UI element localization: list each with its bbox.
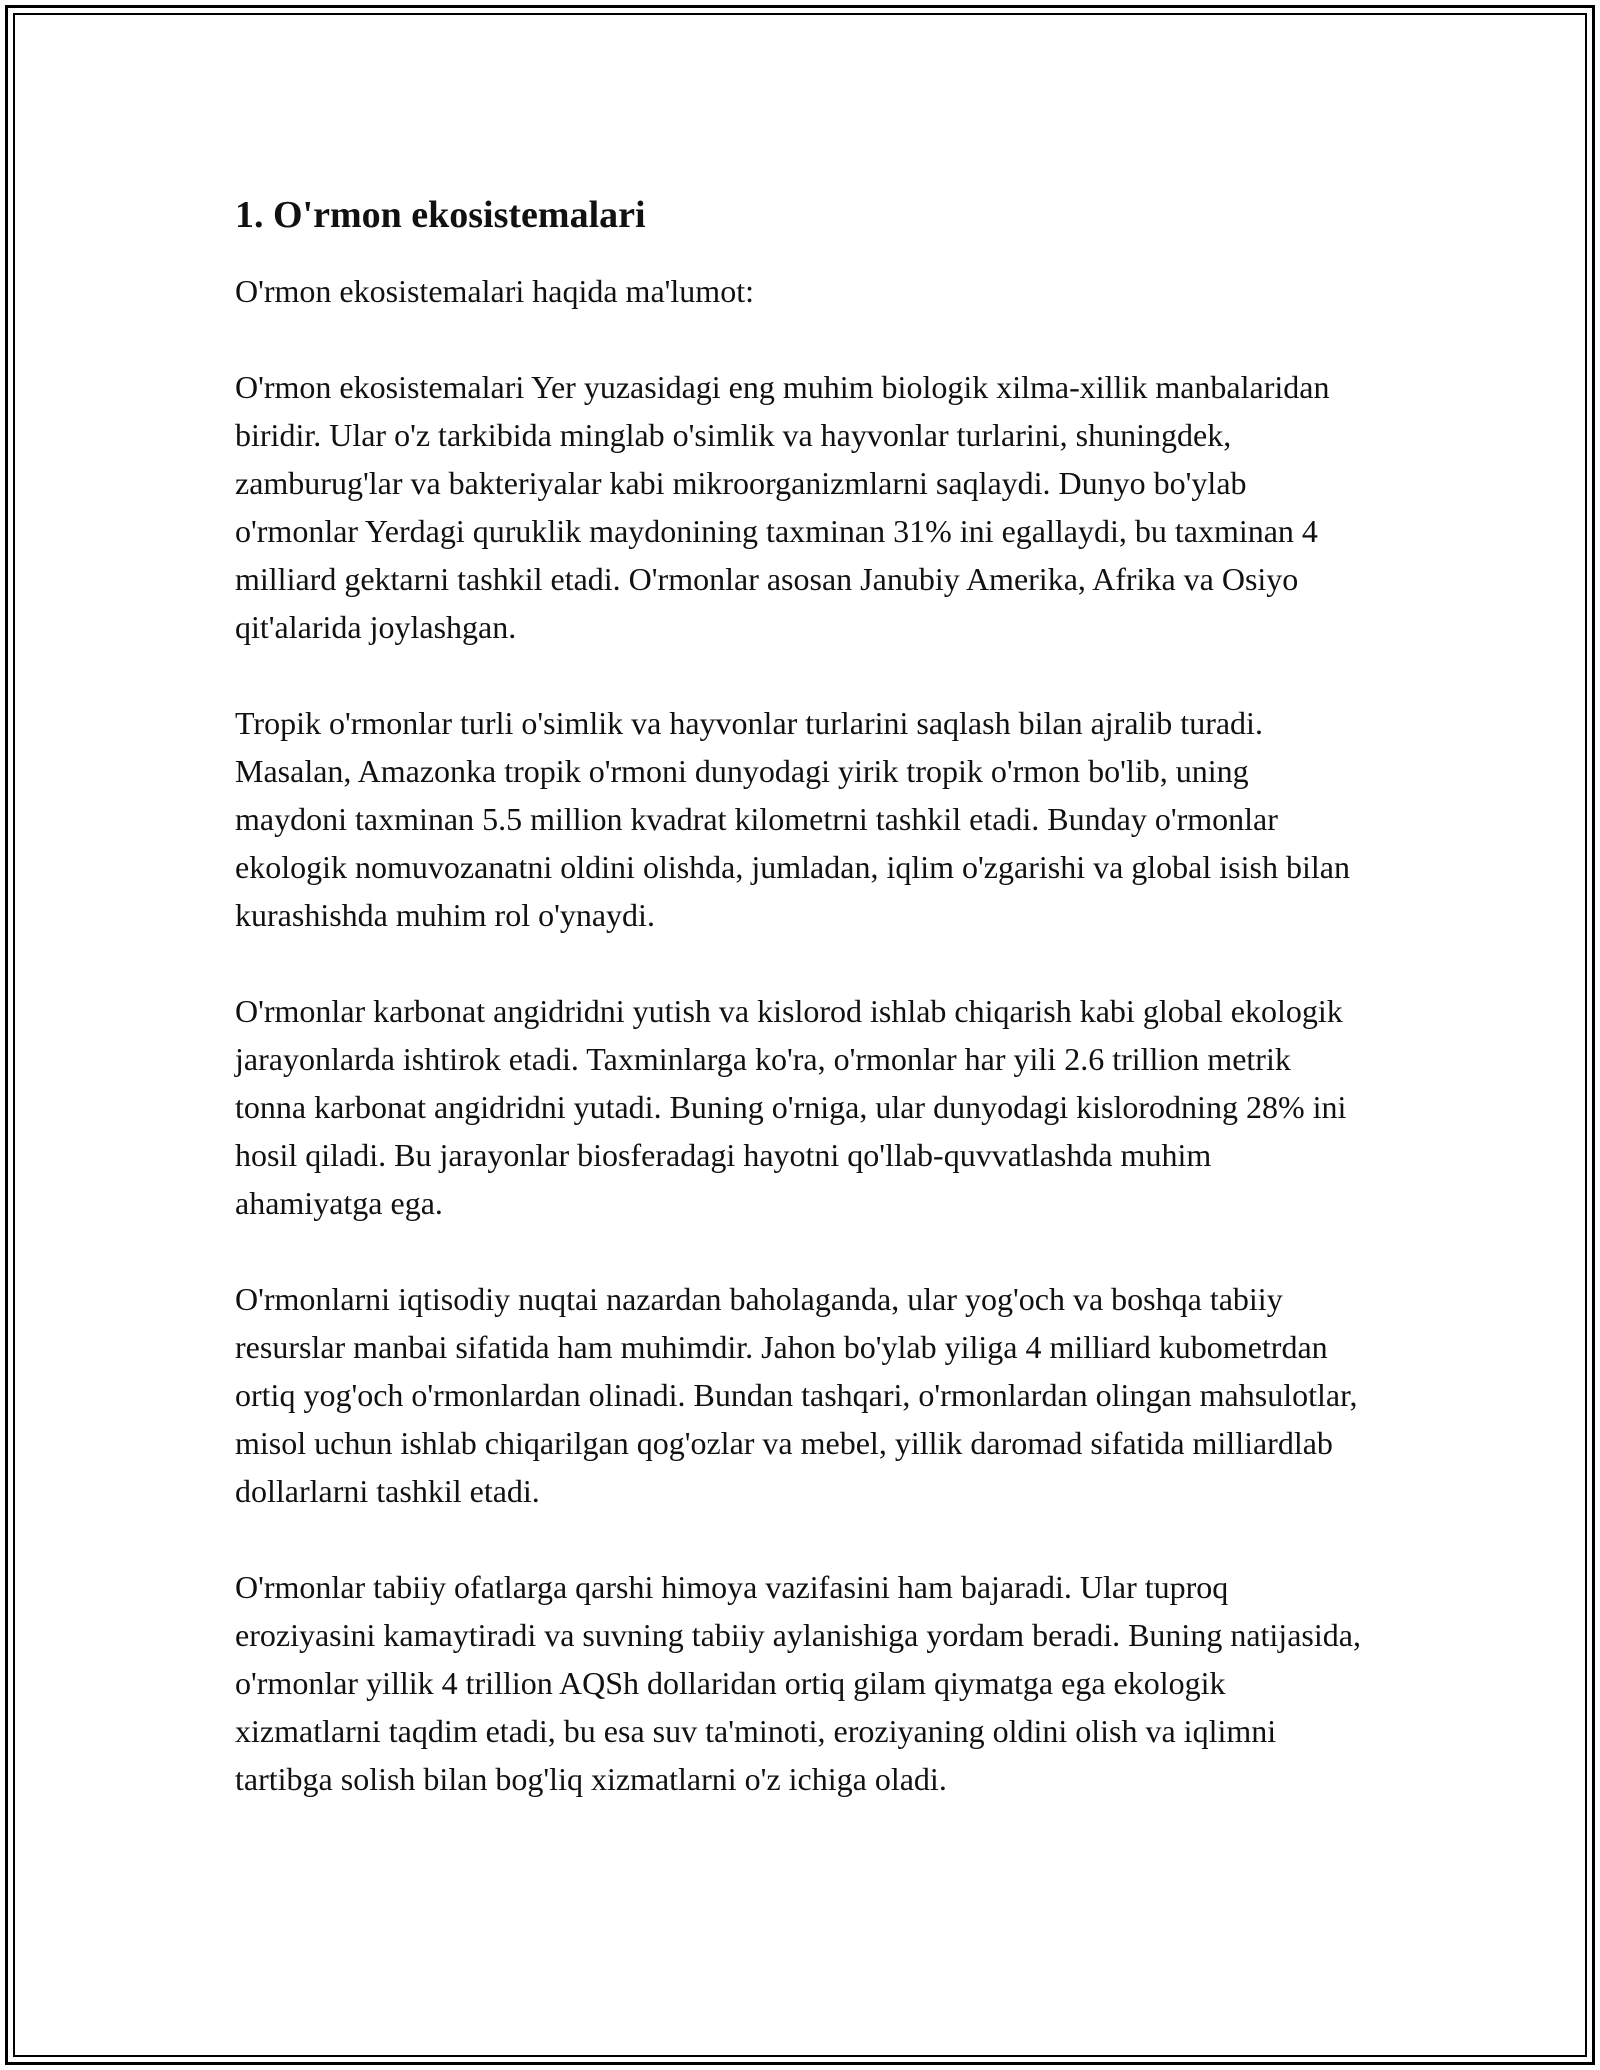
paragraph-2: Tropik o'rmonlar turli o'simlik va hayvonlar turlarini saqlash bilan ajralib turadi. Masalan, Amazonka tropik o'rmoni dunyodagi yirik tropik o'rmon bo'lib, uning maydoni taxminan 5.5 million kvadrat kilometrni tashkil etadi. Bunday o'rmonlar ekologik nomuvozanatni oldini olishda, jumladan, iqlim o'zgarishi va global isish bilan kurashishda muhim rol o'ynaydi. bbox=[235, 705, 1350, 933]
paragraph-1: O'rmon ekosistemalari Yer yuzasidagi eng muhim biologik xilma-xillik manbalaridan biridir. Ular o'z tarkibida minglab o'simlik va hayvonlar turlarini, shuningdek, zamburug'lar va bakteriyalar kabi mikroorganizmlarni saqlaydi. Dunyo bo'ylab o'rmonlar Yerdagi quruklik maydonining taxminan 31% ini egallaydi, bu taxminan 4 milliard gektarni tashkil etadi. O'rmonlar asosan Janubiy Amerika, Afrika va Osiyo qit'alarida joylashgan. bbox=[235, 369, 1330, 645]
paragraph-4: O'rmonlarni iqtisodiy nuqtai nazardan baholaganda, ular yog'och va boshqa tabiiy resurslar manbai sifatida ham muhimdir. Jahon bo'ylab yiliga 4 milliard kubometrdan ortiq yog'och o'rmonlardan olinadi. Bundan tashqari, o'rmonlardan olingan mahsulotlar, misol uchun ishlab chiqarilgan qog'ozlar va mebel, yillik daromad sifatida milliardlab dollarlarni tashkil etadi. bbox=[235, 1281, 1358, 1509]
document-body bbox=[235, 183, 1365, 1851]
section-title: 1. O'rmon ekosistemalari bbox=[235, 194, 646, 236]
paragraph-5: O'rmonlar tabiiy ofatlarga qarshi himoya vazifasini ham bajaradi. Ular tuproq eroziyasini kamaytiradi va suvning tabiiy aylanishiga yordam beradi. Buning natijasida, o'rmonlar yillik 4 trillion AQSh dollaridan ortiq gilam qiymatga ega ekologik xizmatlarni taqdim etadi, bu esa suv ta'minoti, eroziyaning oldini olish va iqlimni tartibga solish bilan bog'liq xizmatlarni o'z ichiga oladi. bbox=[235, 1569, 1361, 1797]
paragraph-3: O'rmonlar karbonat angidridni yutish va kislorod ishlab chiqarish kabi global ekologik jarayonlarda ishtirok etadi. Taxminlarga ko'ra, o'rmonlar har yili 2.6 trillion metrik tonna karbonat angidridni yutadi. Buning o'rniga, ular dunyodagi kislorodning 28% ini hosil qiladi. Bu jarayonlar biosferadagi hayotni qo'llab-quvvatlashda muhim ahamiyatga ega. bbox=[235, 993, 1347, 1221]
intro-line: O'rmon ekosistemalari haqida ma'lumot: bbox=[235, 273, 754, 309]
